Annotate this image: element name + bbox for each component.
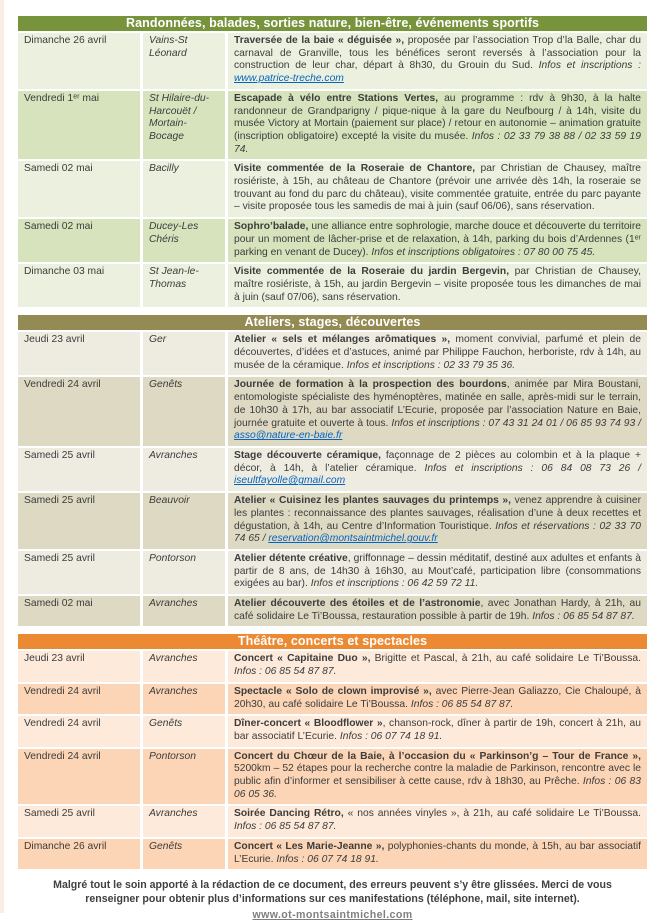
date-cell: Vendredi 1ᵉʳ mai bbox=[18, 91, 140, 160]
description-cell bbox=[228, 161, 647, 217]
event-link[interactable]: reservation@montsaintmichel.gouv.fr bbox=[268, 533, 438, 545]
description-cell bbox=[228, 377, 647, 446]
text-segment-bold: Concert du Chœur de la Baie, à l’occasion du « Parkinson’g – Tour de France », bbox=[234, 750, 641, 762]
text-segment-normal: une alliance entre sophrologie, marche douce et découverte du territoire pour un moment de lâcher-prise et de relaxation, à 14h, parking du bois d’Ardennes (1ᵉʳ parking en venant de Ducey). bbox=[234, 221, 641, 258]
event-row bbox=[18, 219, 647, 262]
description-cell bbox=[228, 493, 647, 549]
text-segment-bold: Visite commentée de la Roseraie de Chantore, bbox=[234, 163, 476, 175]
date-cell: Samedi 02 mai bbox=[18, 161, 140, 217]
footer-link[interactable]: www.ot-montsaintmichel.com bbox=[252, 909, 413, 922]
text-segment-normal: par Christian de Chausey, maître rosiériste, à 15h, au jardin Bergevin – visite proposée tous les dimanches de mai à juin (sauf 07/06), sans réservation. bbox=[234, 266, 641, 303]
text-segment-normal: 5200km – 52 étapes pour la recherche contre la maladie de Parkinson, rencontre avec le public afin d’informer et sensibiliser à cette cause, rdv à 18h30, au Prêche. bbox=[234, 763, 641, 788]
date-cell: Dimanche 26 avril bbox=[18, 839, 140, 869]
description-cell bbox=[228, 219, 647, 262]
text-segment-italic: Infos : 06 85 54 87 87. bbox=[410, 698, 514, 710]
event-row bbox=[18, 448, 647, 491]
event-section bbox=[18, 315, 647, 626]
text-segment-bold: Sophro’balade, bbox=[234, 221, 309, 233]
text-segment-normal: proposée par l’association Trop d’la Balle, char du carnaval de Granville, tous les bénéfices seront reversés à l’association pour la construction de leur char, départ à 8h30, du Grouin du Sud. bbox=[234, 35, 641, 72]
location-cell: Genêts bbox=[143, 377, 225, 446]
location-cell: Avranches bbox=[143, 806, 225, 836]
date-cell: Jeudi 23 avril bbox=[18, 332, 140, 375]
location-cell: Beauvoir bbox=[143, 493, 225, 549]
text-segment-normal: moment convivial, parfumé et plein de découvertes, d’idées et d’astuces, animé par Philippe Fauchon, herboriste, rdv à 14h, au musée de la céramique. bbox=[234, 334, 642, 371]
text-segment-italic: Infos : 06 07 74 18 91. bbox=[276, 853, 379, 865]
text-segment-italic: Infos : 06 83 06 05 36. bbox=[234, 776, 641, 800]
section-rows bbox=[18, 33, 647, 307]
event-section bbox=[18, 634, 647, 869]
text-segment-bold: Soirée Dancing Rétro, bbox=[234, 808, 344, 820]
event-row bbox=[18, 264, 647, 307]
text-segment-normal: , avec Jonathan Hardy, à 21h, au café solidaire Le Ti’Boussa, restauration possible à partir de 19h. bbox=[234, 598, 641, 622]
text-segment-normal: façonnage de 2 pièces au colombin et à la plaque + décor, à 14h, à l’atelier céramique. bbox=[234, 449, 641, 474]
location-cell: Ger bbox=[143, 332, 225, 375]
text-segment-bold: Visite commentée de la Roseraie du jardin Bergevin, bbox=[234, 266, 510, 278]
description-cell bbox=[228, 264, 647, 307]
location-cell: Avranches bbox=[143, 448, 225, 491]
text-segment-bold: Atelier « sels et mélanges arômatiques », bbox=[234, 334, 451, 346]
date-cell: Samedi 02 mai bbox=[18, 596, 140, 626]
text-segment-normal: polyphonies-chants du monde, à 15h, au bar associatif L’Ecurie. bbox=[234, 840, 641, 865]
event-row bbox=[18, 684, 647, 714]
event-row bbox=[18, 161, 647, 217]
page-edge-strip bbox=[0, 0, 4, 913]
location-cell: Genêts bbox=[143, 716, 225, 746]
text-segment-italic: Infos et inscriptions : 06 42 59 72 11. bbox=[310, 578, 479, 590]
text-segment-italic: Infos et réservations : 02 33 70 74 65 / bbox=[234, 520, 641, 545]
text-segment-italic: Infos et inscriptions : bbox=[538, 60, 641, 72]
date-cell: Vendredi 24 avril bbox=[18, 716, 140, 746]
text-segment-italic: Infos : 06 07 74 18 91. bbox=[339, 730, 443, 742]
text-segment-normal: au programme : rdv à 9h30, à la halte randonneur de Grandparigny / pique-nique à la gare du Neufbourg / à 14h, visite du musée Victory at Mortain (paiement sur place) / retour en autonomie – animation gratuite (inscription obligatoire) excepté la visite du musée. bbox=[234, 92, 642, 142]
event-row bbox=[18, 596, 647, 626]
text-segment-italic: Infos : 06 85 54 87 87. bbox=[234, 666, 337, 678]
description-cell bbox=[228, 684, 647, 714]
location-cell: Avranches bbox=[143, 596, 225, 626]
description-cell bbox=[228, 596, 647, 626]
event-row bbox=[18, 716, 647, 746]
section-rows bbox=[18, 332, 647, 626]
text-segment-bold: Dîner-concert « Bloodflower » bbox=[234, 718, 383, 730]
events-document bbox=[18, 16, 647, 922]
section-rows bbox=[18, 651, 647, 869]
description-cell bbox=[228, 839, 647, 869]
event-row bbox=[18, 332, 647, 375]
text-segment-italic: Infos : 02 33 79 38 88 / 02 33 59 19 74. bbox=[234, 130, 641, 155]
description-cell bbox=[228, 749, 647, 805]
text-segment-normal: avec Pierre-Jean Galiazzo, Cie Chaloupé, à 20h30, au café solidaire Le Ti’Boussa. bbox=[234, 685, 641, 710]
date-cell: Samedi 25 avril bbox=[18, 448, 140, 491]
event-row bbox=[18, 377, 647, 446]
text-segment-bold: Atelier « Cuisinez les plantes sauvages du printemps », bbox=[234, 495, 512, 507]
text-segment-normal: , griffonnage – dessin méditatif, destiné aux adultes et enfants à partir de 8 ans, de 14h30 à 16h30, au Mout’café, participation libre (consommations exigées au bar). bbox=[234, 552, 641, 590]
event-row bbox=[18, 839, 647, 869]
date-cell: Dimanche 03 mai bbox=[18, 264, 140, 307]
text-segment-normal: , animée par Mira Boustani, entomologiste spécialiste des hyménoptères, matinée en salle, après-midi sur le terrain, de 10h30 à 17h, au bar associatif L’Ecurie, proposée par l’association Nature en Baie, journée gratuite et ouverte à tous. bbox=[234, 379, 641, 429]
event-link[interactable]: www.patrice-treche.com bbox=[234, 73, 344, 85]
text-segment-italic: Infos et inscriptions : 02 33 79 35 36. bbox=[346, 359, 516, 371]
text-segment-bold: Concert « Les Marie-Jeanne », bbox=[234, 840, 385, 852]
date-cell: Samedi 02 mai bbox=[18, 219, 140, 262]
date-cell: Vendredi 24 avril bbox=[18, 749, 140, 805]
date-cell: Vendredi 24 avril bbox=[18, 684, 140, 714]
date-cell: Dimanche 26 avril bbox=[18, 33, 140, 89]
location-cell: Bacilly bbox=[143, 161, 225, 217]
event-row bbox=[18, 651, 647, 681]
description-cell bbox=[228, 91, 647, 160]
text-segment-bold: Stage découverte céramique, bbox=[234, 449, 381, 461]
text-segment-bold: Spectacle « Solo de clown improvisé », bbox=[234, 685, 432, 697]
text-segment-bold: Journée de formation à la prospection des bourdons bbox=[234, 379, 507, 391]
text-segment-bold: Atelier découverte des étoiles et de l’astronomie bbox=[234, 598, 481, 610]
text-segment-italic: Infos : 06 85 54 87 87. bbox=[234, 821, 337, 833]
description-cell bbox=[228, 33, 647, 89]
date-cell: Jeudi 23 avril bbox=[18, 651, 140, 681]
text-segment-normal: « nos années vinyles », à 21h, au café solidaire Le Ti’Boussa. bbox=[343, 808, 641, 820]
footer-disclaimer: Malgré tout le soin apporté à la rédaction de ce document, des erreurs peuvent s’y être glissées. Merci de vous renseigner pour obtenir plus d’informations sur ces manifestations (téléphone, mail, site internet). bbox=[53, 879, 612, 906]
text-segment-bold: Traversée de la baie « déguisée », bbox=[234, 35, 405, 46]
location-cell: St Hilaire-du-Harcouët / Mortain-Bocage bbox=[143, 91, 225, 160]
location-cell: Ducey-Les Chéris bbox=[143, 219, 225, 262]
section-header: Ateliers, stages, découvertes bbox=[18, 315, 647, 330]
event-link[interactable]: iseultfayolle@gmail.com bbox=[234, 475, 346, 487]
text-segment-italic: Infos et inscriptions : 07 43 31 24 01 / 06 85 93 74 93 / bbox=[391, 417, 642, 429]
text-segment-normal: Brigitte et Pascal, à 21h, au café solidaire Le Ti’Boussa. bbox=[370, 653, 641, 665]
description-cell bbox=[228, 651, 647, 681]
text-segment-italic: Infos et inscriptions obligatoires : 07 80 00 75 45. bbox=[371, 246, 596, 258]
location-cell: Avranches bbox=[143, 684, 225, 714]
event-row bbox=[18, 551, 647, 594]
event-section bbox=[18, 16, 647, 307]
event-row bbox=[18, 91, 647, 160]
description-cell bbox=[228, 716, 647, 746]
date-cell: Samedi 25 avril bbox=[18, 806, 140, 836]
event-link[interactable]: asso@nature-en-baie.fr bbox=[234, 430, 343, 442]
description-cell bbox=[228, 332, 647, 375]
location-cell: Pontorson bbox=[143, 551, 225, 594]
text-segment-bold: Escapade à vélo entre Stations Vertes, bbox=[234, 92, 439, 104]
text-segment-normal: par Christian de Chausey, maître rosiériste, à 15h, au château de Chantore (prévoir une arrivée dès 14h, la roseraie se trouvant au fond du parc du château), visite commentée gratuite, entrée du parc payante – visite proposée tous les samedis de mai à juin (sauf 06/06), sans réservation. bbox=[234, 163, 642, 213]
text-segment-italic: Infos et inscriptions : 06 84 08 73 26 / bbox=[424, 462, 641, 474]
event-row bbox=[18, 806, 647, 836]
location-cell: St Jean-le-Thomas bbox=[143, 264, 225, 307]
location-cell: Avranches bbox=[143, 651, 225, 681]
event-row bbox=[18, 493, 647, 549]
text-segment-bold: Atelier détente créative bbox=[234, 552, 348, 564]
location-cell: Genêts bbox=[143, 839, 225, 869]
text-segment-bold: Concert « Capitaine Duo », bbox=[234, 653, 371, 665]
description-cell bbox=[228, 551, 647, 594]
location-cell: Pontorson bbox=[143, 749, 225, 805]
location-cell: Vains-St Léonard bbox=[143, 33, 225, 89]
text-segment-normal: , chanson-rock, dîner à partir de 19h, concert à 21h, au bar associatif L’Ecurie. bbox=[234, 718, 641, 742]
date-cell: Samedi 25 avril bbox=[18, 551, 140, 594]
footer-note bbox=[18, 878, 647, 922]
text-segment-italic: Infos : 06 85 54 87 87. bbox=[532, 610, 635, 622]
section-header: Théâtre, concerts et spectacles bbox=[18, 634, 647, 649]
date-cell: Vendredi 24 avril bbox=[18, 377, 140, 446]
date-cell: Samedi 25 avril bbox=[18, 493, 140, 549]
description-cell bbox=[228, 448, 647, 491]
section-header: Randonnées, balades, sorties nature, bien-être, événements sportifs bbox=[18, 16, 647, 31]
description-cell bbox=[228, 806, 647, 836]
text-segment-normal: venez apprendre à cuisiner les plantes : reconnaissance des plantes sauvages, réalisation d’une à deux recettes et dégustation, à 14h, au Centre d’Information Touristique. bbox=[234, 495, 641, 532]
event-row bbox=[18, 749, 647, 805]
sections-container bbox=[18, 16, 647, 869]
event-row bbox=[18, 33, 647, 89]
